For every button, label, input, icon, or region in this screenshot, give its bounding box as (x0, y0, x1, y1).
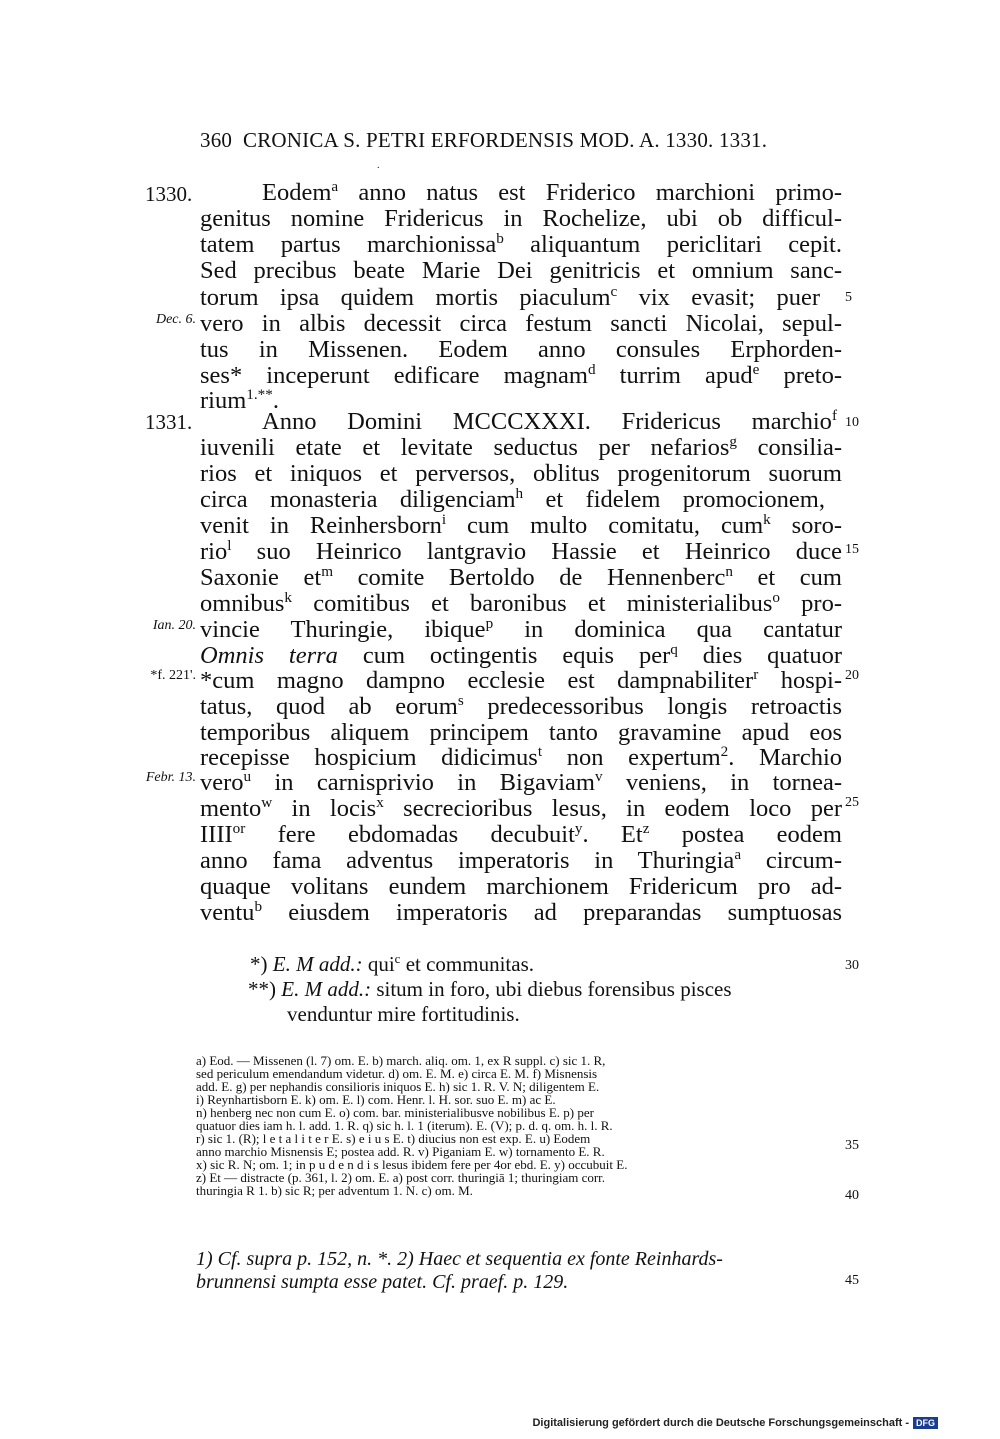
line-number: 35 (845, 1138, 859, 1153)
apparatus-line: thuringia R 1. b) sic R; per adventum 1. N. c) om. M. (196, 1183, 473, 1198)
body-line: rium$^{1.**}$. (200, 385, 279, 414)
line-number: 10 (845, 415, 859, 430)
body-line: Saxonie $et^m$ comite Bertoldo de Hennenberc$^n$ et cum (200, 562, 842, 591)
body-line: Sed precibus beate Marie Dei genitricis et omnium sanc- (200, 257, 842, 284)
apparatus-line: i) Reynhartisborn E. k) om. E. l) com. Henr. l. H. sor. suo E. m) ac E. (196, 1092, 556, 1107)
dfg-logo-icon: DFG (913, 1417, 938, 1429)
body-line: tus in Missenen. Eodem anno consules Erphorden- (200, 336, 842, 363)
margin-date-ian20: Ian. 20. (152, 618, 196, 633)
margin-folio: *f. 221'. (150, 668, 196, 683)
apparatus-line: sed periculum emendandum videtur. d) om. E. M. e) circa E. M. f) Misnensis (196, 1066, 598, 1081)
apparatus-line: x) sic R. N; om. 1; in p u d e n d i s lesus ibidem fere per 4or ebd. E. y) occubuit E. (196, 1157, 628, 1172)
star-note: **) E. M add.: situm in foro, ubi diebus forensibus pisces (248, 977, 732, 1001)
star-note: *) E. M add.: qui$^c$ et communitas. (250, 951, 535, 976)
running-header (200, 128, 767, 153)
margin-date-febr13: Febr. 13. (145, 770, 196, 785)
body-line: quaque volitans eundem marchionem Fridericum pro ad- (200, 873, 842, 900)
body-line: *cum magno dampno ecclesie est dampnabiliter$^r$ hospi- (200, 665, 842, 694)
body-line: rios et iniquos et perversos, oblitus progenitorum suorum (200, 460, 842, 487)
apparatus-line: a) Eod. — Missenen (l. 7) om. E. b) march. aliq. om. 1, ex R suppl. c) sic 1. R, (196, 1053, 606, 1068)
funding-footer (532, 1417, 938, 1429)
apparatus-line: quatuor dies iam h. l. add. 1. R. q) sic h. l. 1 (iterum). E. (V); p. d. q. om. h. l. R. (196, 1118, 613, 1133)
body-line: vero$^u$ in carnisprivio in Bigaviam$^v$ veniens, in tornea- (200, 767, 842, 796)
body-line: omnibus$^k$ comitibus et baronibus et ministerialibus$^o$ pro- (200, 588, 842, 617)
apparatus-line: n) henberg nec non cum E. o) com. bar. ministerialibusve nobilibus E. p) per (196, 1105, 594, 1120)
star-note-continued: venduntur mire fortitudinis. (287, 1002, 520, 1026)
body-line: vero in albis decessit circa festum sancti Nicolai, sepul- (200, 310, 842, 337)
body-line: $IIII^{or}$ fere ebdomadas decubuit$^y$. Et$^z$ postea eodem (200, 819, 842, 848)
body-line: ses* inceperunt edificare magnam$^d$ turrim apud$^e$ preto- (200, 360, 842, 389)
body-line: mento$^w$ in locis$^x$ secrecioribus lesus, in eodem loco per (200, 793, 842, 822)
footer-text: Digitalisierung gefördert durch die Deutsche Forschungsgemeinschaft - (532, 1417, 909, 1429)
line-number: 15 (845, 542, 859, 557)
body-line: iuvenili etate et levitate seductus per nefarios$^g$ consilia- (200, 432, 842, 461)
body-line: Anno Domini MCCCXXXI. Fridericus marchio$^f$ (262, 406, 837, 435)
body-line: temporibus aliquem principem tanto gravamine apud eos (200, 719, 842, 746)
body-line: tatem partus marchionissa$^b$ aliquantum periclitari cepit. (200, 229, 842, 258)
apparatus-line: anno marchio Misnensis E; postea add. R. v) Piganiam E. w) tornamento E. R. (196, 1144, 605, 1159)
year-1330: 1330. (145, 182, 193, 206)
body-line: venit in Reinhersborn$^i$ cum multo comitatu, cum$^k$ soro- (200, 510, 842, 539)
body-line: Eodem$^a$ anno natus est Friderico marchioni primo- (262, 177, 842, 206)
apparatus-line: r) sic 1. (R); l e t a l i t e r E. s) e i u s E. t) diucius non est exp. E. u) Eodem (196, 1131, 591, 1146)
line-number: 25 (845, 795, 859, 810)
body-line: genitus nomine Fridericus in Rochelize, ubi ob difficul- (200, 205, 842, 232)
line-number: 45 (845, 1273, 859, 1288)
line-number: 40 (845, 1188, 859, 1203)
body-line: tatus, quod ab eorum$^s$ predecessoribus longis retroactis (200, 691, 842, 720)
margin-date-dec6: Dec. 6. (155, 312, 196, 327)
note-line: 1) Cf. supra p. 152, n. *. 2) Haec et sequentia ex fonte Reinhards- (196, 1248, 723, 1270)
page-title: CRONICA S. PETRI ERFORDENSIS MOD. A. 1330. 1331. (243, 128, 768, 152)
year-1331: 1331. (145, 410, 193, 434)
body-line: circa monasteria diligenciam$^h$ et fidelem promocionem, (200, 484, 825, 513)
body-line: rio$^l$ suo Heinrico lantgravio Hassie et Heinrico duce (200, 536, 842, 565)
header-dot: . (377, 160, 380, 171)
body-line: ventu$^b$ eiusdem imperatoris ad preparandas sumptuosas (200, 897, 842, 926)
body-line: Omnis terra cum octingentis equis per$^q$ dies quatuor (200, 640, 842, 669)
body-line: recepisse hospicium didicimus$^t$ non expertum$^2$. Marchio (200, 742, 842, 771)
body-line: torum ipsa quidem mortis piaculum$^c$ vix evasit; puer (200, 282, 820, 311)
page-number: 360 (200, 128, 233, 152)
line-number: 20 (845, 668, 859, 683)
line-number: 5 (845, 290, 852, 305)
apparatus-line: z) Et — distracte (p. 361, l. 2) om. E. a) post corr. thuringiā 1; thuringiam corr. (196, 1170, 606, 1185)
body-line: anno fama adventus imperatoris in Thuringia$^a$ circum- (200, 845, 843, 874)
note-line: brunnensi sumpta esse patet. Cf. praef. p. 129. (196, 1271, 569, 1293)
apparatus-line: add. E. g) per nephandis consilioris iniquos E. h) sic 1. R. V. N; diligentem E. (196, 1079, 600, 1094)
body-line: vincie Thuringie, ibique$^p$ in dominica qua cantatur (200, 614, 842, 643)
line-number: 30 (845, 958, 859, 973)
